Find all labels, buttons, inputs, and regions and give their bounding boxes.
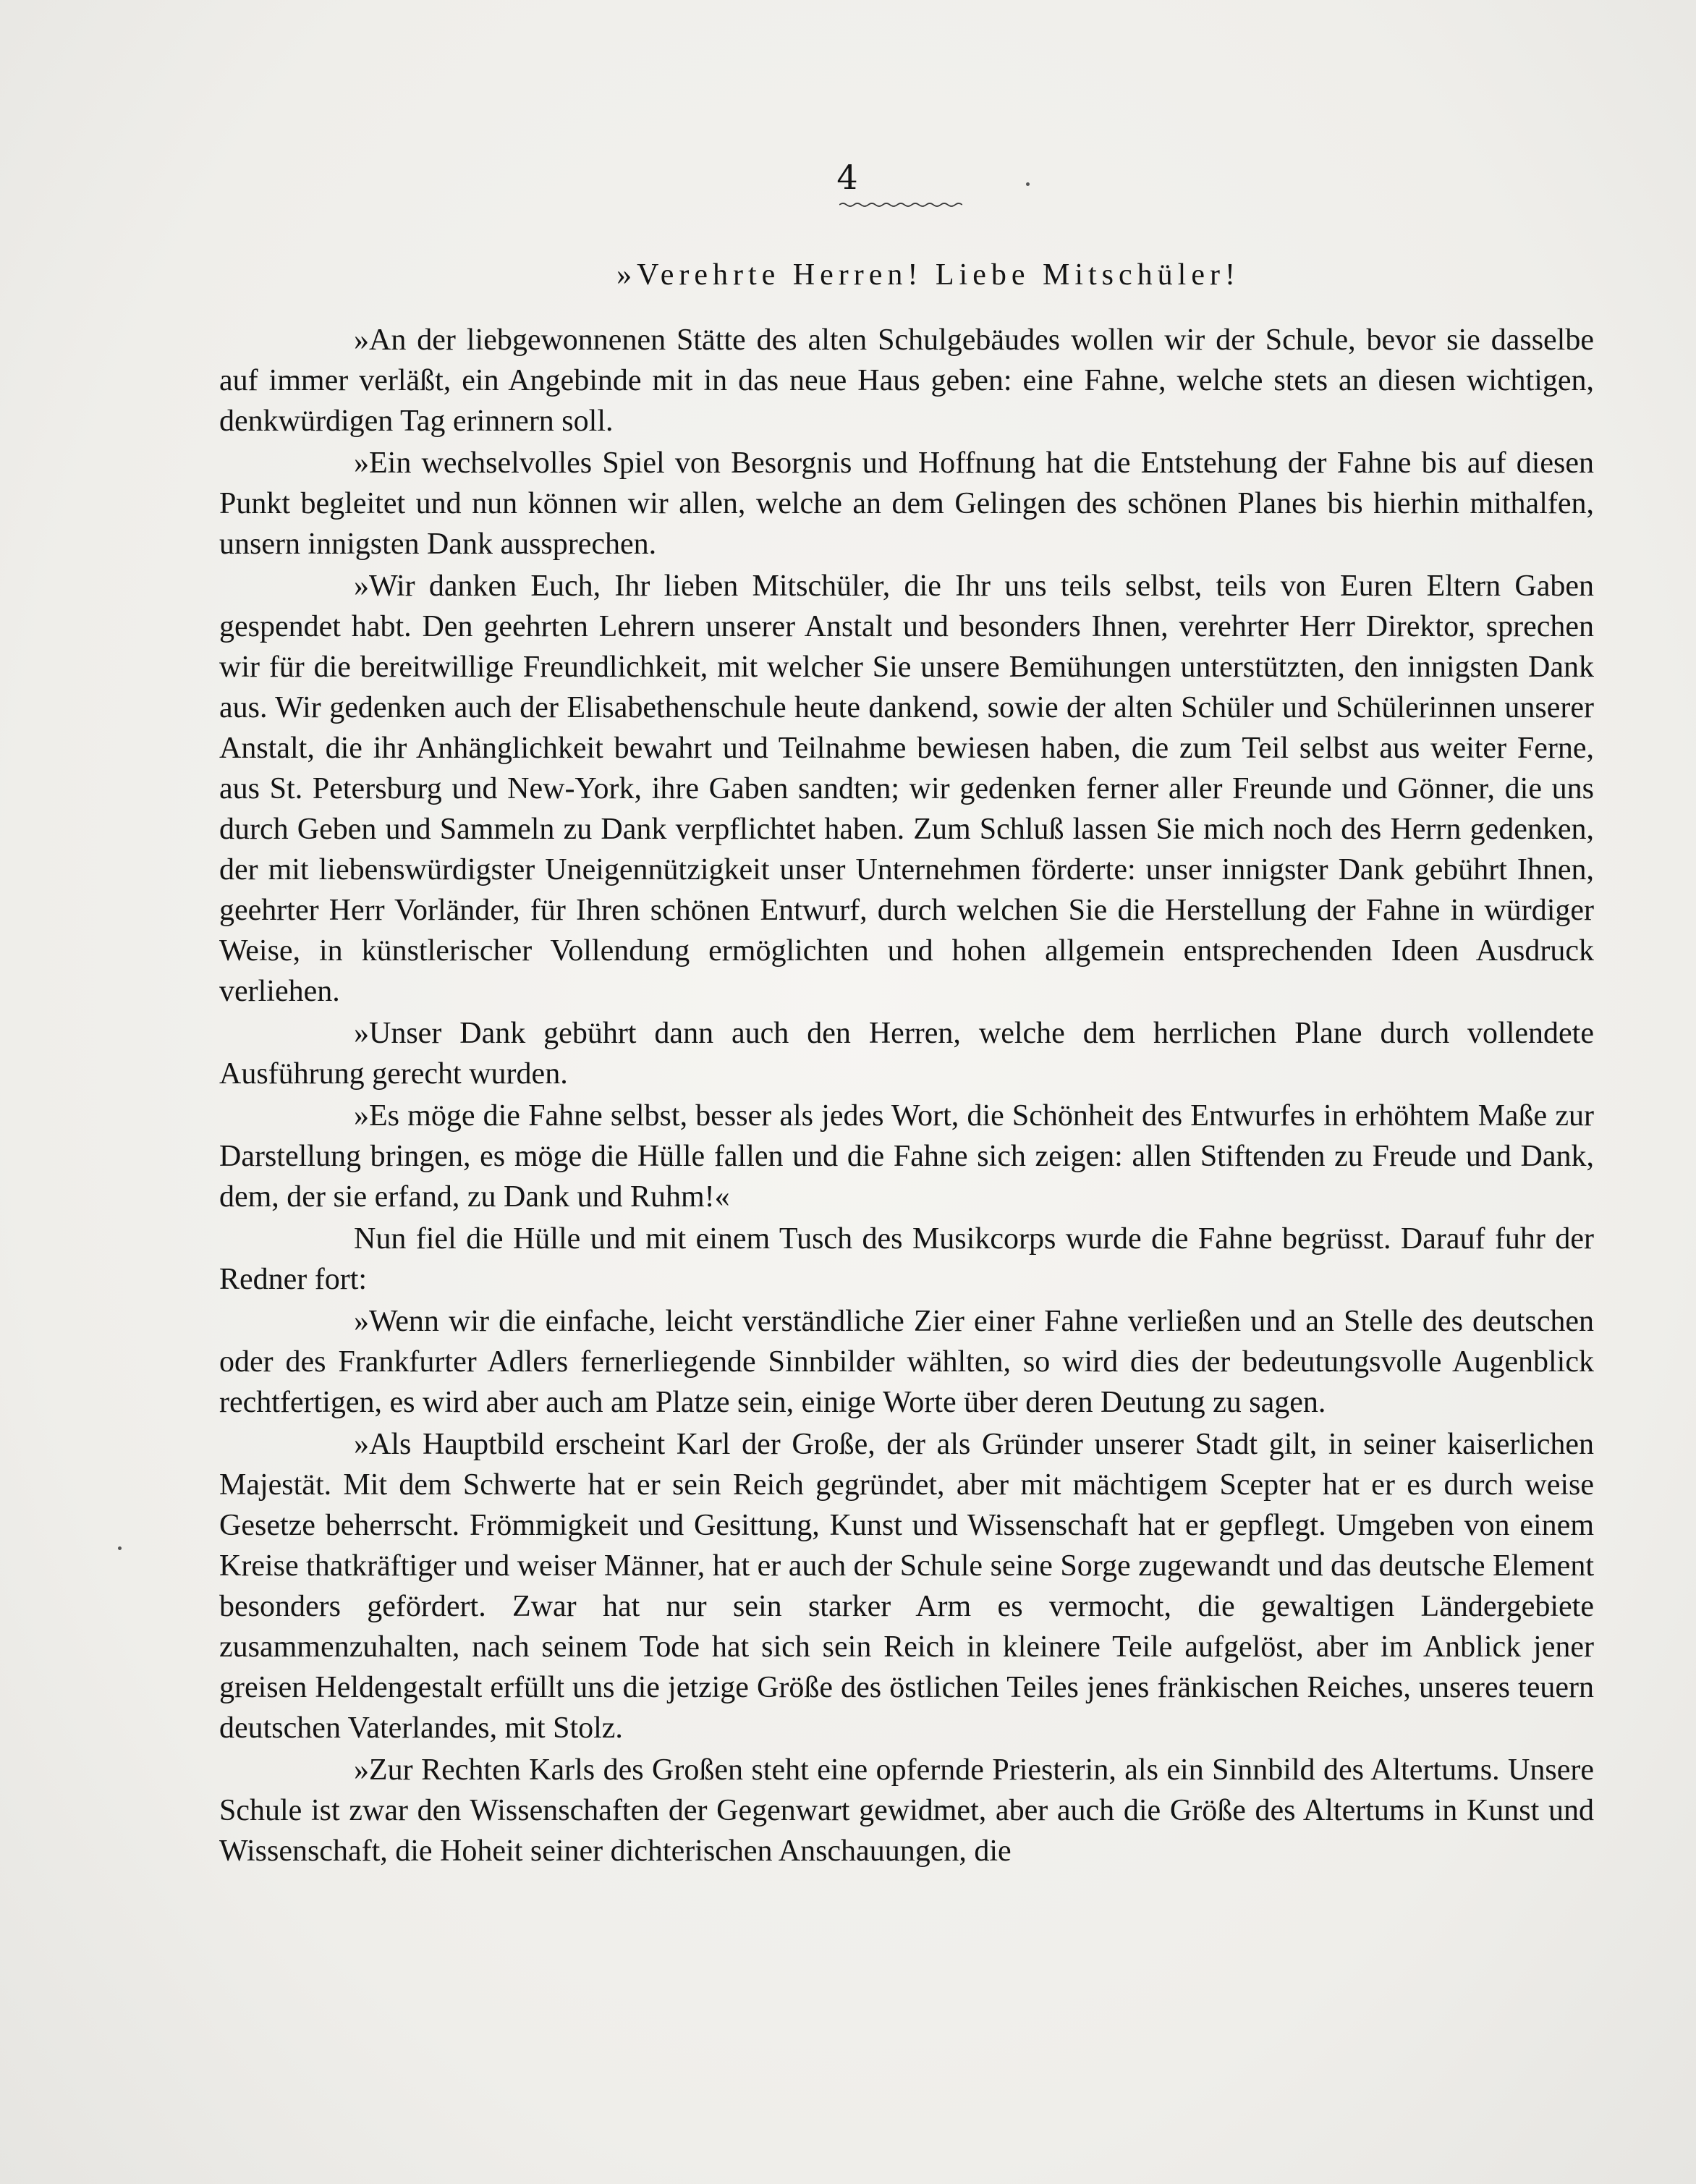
scan-speck (118, 1546, 122, 1550)
paragraph-4: »Unser Dank gebührt dann auch den Herren, welche dem herrlichen Plane durch vollendete Ausführung gerecht wurden. (219, 1017, 1594, 1091)
body-text (219, 255, 1594, 1873)
scan-speck (1026, 182, 1030, 186)
decorative-wavy-rule (839, 201, 962, 208)
paragraph-1: »An der liebgewonnenen Stätte des alten Schulgebäudes wollen wir der Schule, bevor sie dasselbe auf immer verläßt, ein Angebinde mit in das neue Haus geben: eine Fahne, welche stets an diesen wichtigen, denkwürdigen Tag erinnern soll. (219, 323, 1594, 438)
paragraph-6: Nun fiel die Hülle und mit einem Tusch des Musikcorps wurde die Fahne begrüsst. Darauf fuhr der Redner fort: (219, 1222, 1594, 1296)
paragraph-7: »Wenn wir die einfache, leicht verständliche Zier einer Fahne verließen und an Stelle des deutschen oder des Frankfurter Adlers fernerliegende Sinnbilder wählten, so wird dies der bedeutungsvolle Augenblick rechtfertigen, es wird aber auch am Platze sein, einige Worte über deren Deutung zu sagen. (219, 1305, 1594, 1419)
paragraph-2: »Ein wechselvolles Spiel von Besorgnis und Hoffnung hat die Entstehung der Fahne bis auf diesen Punkt begleitet und nun können wir allen, welche an dem Gelingen des schönen Planes bis hierhin mithalfen, unsern innigsten Dank aussprechen. (219, 446, 1594, 561)
paragraph-8: »Als Hauptbild erscheint Karl der Große, der als Gründer unserer Stadt gilt, in seiner kaiserlichen Majestät. Mit dem Schwerte hat er sein Reich gegründet, aber mit mächtigem Scepter hat er es durch weise Gesetze beherrscht. Frömmigkeit und Gesittung, Kunst und Wissenschaft hat er gepflegt. Umgeben von einem Kreise thatkräftiger und weiser Männer, hat er auch der Schule seine Sorge zugewandt und das deutsche Element besonders gefördert. Zwar hat nur sein starker Arm es vermocht, die gewaltigen Ländergebiete zusammenzuhalten, nach seinem Tode hat sich sein Reich in kleinere Teile aufgelöst, aber im Anblick jener greisen Heldengestalt erfüllt uns die jetzige Größe des östlichen Teiles jenes fränkischen Reiches, unseres teuern deutschen Vaterlandes, mit Stolz. (219, 1428, 1594, 1745)
paragraph-3: »Wir danken Euch, Ihr lieben Mitschüler, die Ihr uns teils selbst, teils von Euren Eltern Gaben gespendet habt. Den geehrten Lehrern unserer Anstalt und besonders Ihnen, verehrter Herr Direktor, sprechen wir für die bereitwillige Freundlichkeit, mit welcher Sie unsere Bemühungen unterstützten, den innigsten Dank aus. Wir gedenken auch der Elisabethenschule heute dankend, sowie der alten Schüler und Schülerinnen unserer Anstalt, die ihr Anhänglichkeit bewahrt und Teilnahme bewiesen haben, die zum Teil selbst aus weiter Ferne, aus St. Petersburg und New-York, ihre Gaben sandten; wir gedenken ferner aller Freunde und Gönner, die uns durch Geben und Sammeln zu Dank verpflichtet haben. Zum Schluß lassen Sie mich noch des Herrn gedenken, der mit liebenswürdigster Uneigennützigkeit unser Unternehmen förderte: unser innigster Dank gebührt Ihnen, geehrter Herr Vorländer, für Ihren schönen Entwurf, durch welchen Sie die Herstellung der Fahne in würdiger Weise, in künstlerischer Vollendung ermöglichten und hohen allgemein entsprechenden Ideen Ausdruck verliehen. (219, 570, 1594, 1008)
paragraph-9: »Zur Rechten Karls des Großen steht eine opfernde Priesterin, als ein Sinnbild des Altertums. Unsere Schule ist zwar den Wissenschaften der Gegenwart gewidmet, aber auch die Größe des Altertums in Kunst und Wissenschaft, die Hoheit seiner dichterischen Anschauungen, die (219, 1753, 1594, 1868)
salutation: »Verehrte Herren! Liebe Mitschüler! (616, 258, 1240, 292)
page-number: 4 (836, 158, 860, 197)
paragraph-5: »Es möge die Fahne selbst, besser als jedes Wort, die Schönheit des Entwurfes in erhöhtem Maße zur Darstellung bringen, es möge die Hülle fallen und die Fahne sich zeigen: allen Stiftenden zu Freude und Dank, dem, der sie erfand, zu Dank und Ruhm!« (219, 1099, 1594, 1214)
